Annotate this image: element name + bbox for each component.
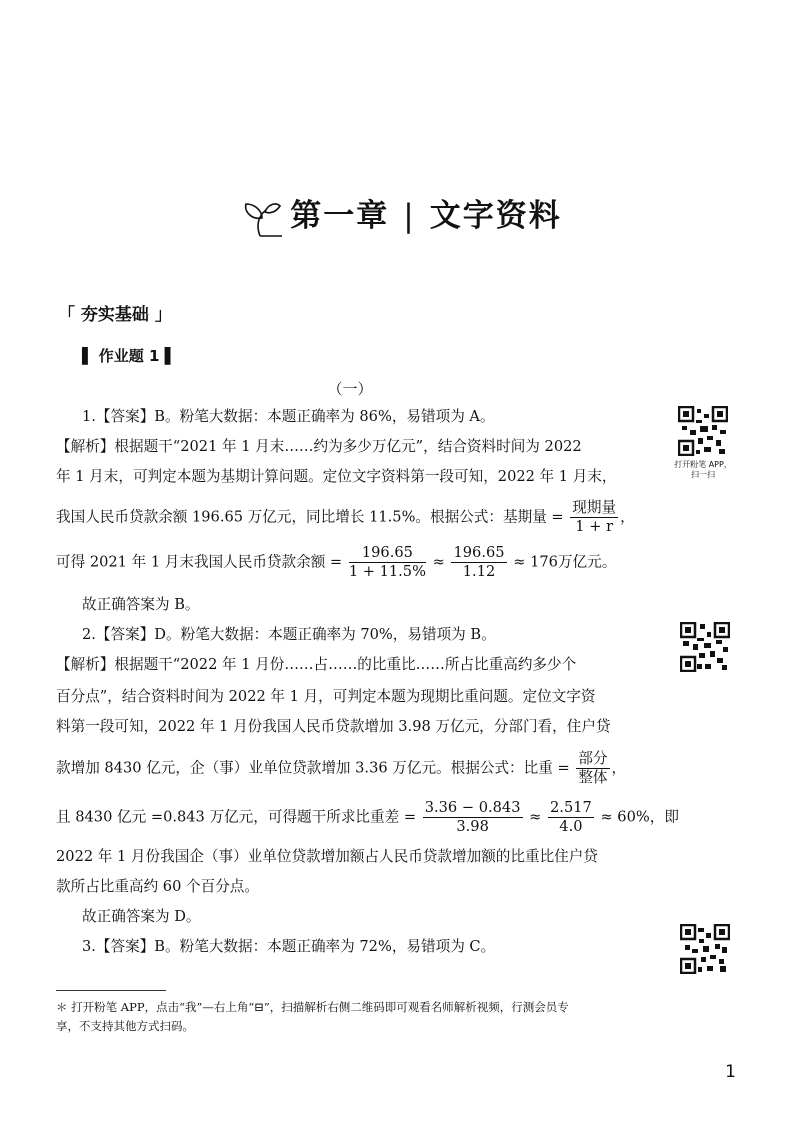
- sprout-icon: [238, 198, 284, 238]
- q2-conclusion: 故正确答案为 D。: [82, 908, 201, 925]
- qr-code-q2[interactable]: [680, 622, 730, 676]
- chapter-number: 第一章: [290, 198, 390, 234]
- q1-analysis-line-3: 我国人民币贷款余额 196.65 万亿元，同比增长 11.5%。根据公式：基期量 = $\frac{\text{现期量}}{1 + r}$ ，: [56, 499, 635, 535]
- q1-fraction-1: $\frac{196.65}{1 + 11.5\%}$: [348, 544, 426, 580]
- q1-answer: 1.【答案】B。粉笔大数据：本题正确率为 86%，易错项为 A。: [82, 408, 495, 425]
- qr-code-q3[interactable]: [680, 924, 730, 978]
- q2-formula-ratio: $\frac{\text{部分}}{\text{整体}}$: [578, 750, 608, 786]
- chapter-divider: |: [403, 198, 416, 234]
- q1-fraction-2: $\frac{196.65}{1.12}$: [453, 544, 505, 580]
- q2-analysis-line-4: 款增加 8430 亿元，企（事）业单位贷款增加 3.36 万亿元。根据公式：比重 = $\frac{\text{部分}}{\text{整体}}$ ，: [56, 750, 627, 786]
- homework-heading: ▌ 作业题 1 ▌: [82, 347, 177, 365]
- qr-code-icon: [680, 622, 730, 672]
- qr-code-q1[interactable]: [674, 406, 733, 480]
- q1-analysis-line-2: 年 1 月末，可判定本题为基期计算问题。定位文字资料第一段可知，2022 年 1 月末，: [56, 468, 617, 485]
- qr-code-icon: [680, 924, 730, 974]
- footnote: ＊ 打开粉笔 APP，点击“我”—右上角“⊟”，扫描解析右侧二维码即可观看名师解析视频，行测会员专 享，不支持其他方式扫码。: [56, 1000, 569, 1033]
- q2-analysis-line-1: 【解析】根据题干“2022 年 1 月份……占……的比重比……所占比重高约多少个: [56, 656, 577, 673]
- q2-analysis-line-3: 料第一段可知，2022 年 1 月份我国人民币贷款增加 3.98 万亿元，分部门看，住户贷: [56, 718, 611, 735]
- q2-analysis-line-2: 百分点”，结合资料时间为 2022 年 1 月，可判定本题为现期比重问题。定位文字资: [56, 688, 596, 705]
- page-number: 1: [725, 1062, 736, 1082]
- q1-analysis-line-1: 【解析】根据题干“2021 年 1 月末……约为多少万亿元”，结合资料时间为 2022: [56, 438, 582, 455]
- subheading: （一）: [327, 380, 373, 398]
- footnote-divider: [56, 990, 166, 991]
- q2-fraction-1: $\frac{3.36 - 0.843}{3.98}$: [424, 799, 521, 835]
- q2-fraction-2: $\frac{2.517}{4.0}$: [550, 799, 592, 835]
- q2-calculation: 且 8430 亿元 =0.843 万亿元，可得题干所求比重差 = $\frac{3.36 - 0.843}{3.98}$ ≈ $\frac{2.517}{4.0}$ ≈ 60%，即: [56, 799, 679, 835]
- q1-formula-base: $\frac{\text{现期量}}{1 + r}$: [572, 499, 617, 535]
- chapter-title: [0, 190, 800, 238]
- q1-analysis-text: 我国人民币贷款余额 196.65 万亿元，同比增长 11.5%。根据公式：基期量 =: [56, 508, 564, 526]
- section-heading: 「 夯实基础 」: [58, 305, 172, 325]
- qr-caption: 打开粉笔 APP， 扫一扫: [674, 460, 732, 479]
- q2-analysis-line-6: 款所占比重高约 60 个百分点。: [56, 878, 259, 895]
- q2-analysis-line-5: 2022 年 1 月份我国企（事）业单位贷款增加额占人民币贷款增加额的比重比住户贷: [56, 848, 598, 865]
- q2-answer: 2.【答案】D。粉笔大数据：本题正确率为 70%，易错项为 B。: [82, 626, 496, 643]
- chapter-name: 文字资料: [429, 198, 562, 234]
- q1-conclusion: 故正确答案为 B。: [82, 596, 200, 613]
- q3-answer: 3.【答案】B。粉笔大数据：本题正确率为 72%，易错项为 C。: [82, 938, 496, 955]
- qr-code-icon: [678, 406, 728, 456]
- q1-calculation: 可得 2021 年 1 月末我国人民币贷款余额 = $\frac{196.65}{1 + 11.5\%}$ ≈ $\frac{196.65}{1.12}$ ≈ 176万亿元。: [56, 544, 617, 580]
